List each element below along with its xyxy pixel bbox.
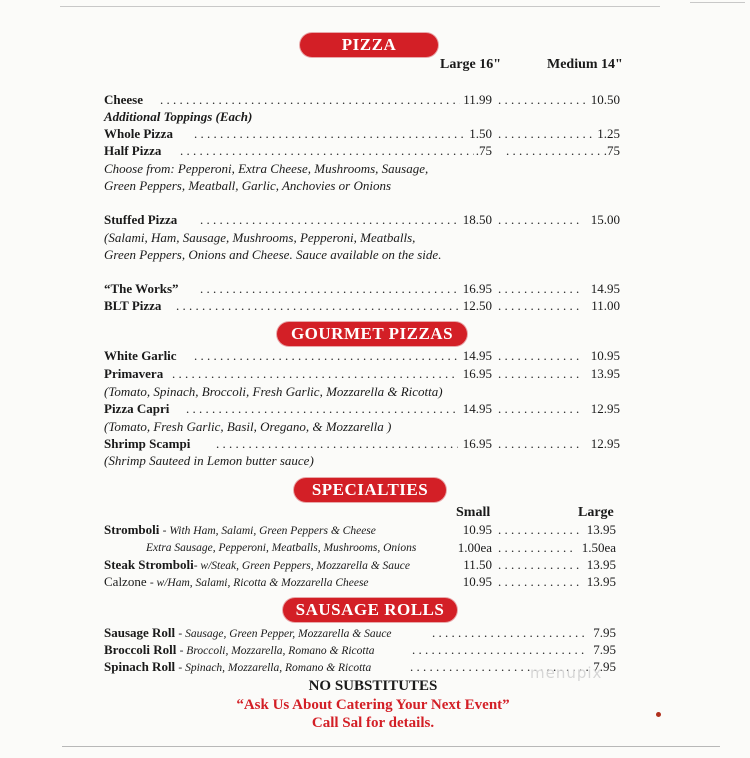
item-cheese: Cheese xyxy=(104,92,143,107)
price-large: 14.95 xyxy=(462,348,492,363)
top-rule-right xyxy=(690,2,745,3)
item-sausage-roll xyxy=(104,625,392,642)
leader xyxy=(498,366,580,382)
leader xyxy=(498,212,580,228)
bottom-rule xyxy=(62,746,720,747)
price-medium: 10.95 xyxy=(590,348,620,363)
extra-toppings-desc: Extra Sausage, Pepperoni, Meatballs, Mushrooms, Onions xyxy=(146,542,417,554)
leader xyxy=(498,298,580,314)
leader xyxy=(432,625,588,641)
item-primavera: Primavera xyxy=(104,366,164,381)
item-name: Stromboli xyxy=(104,522,160,537)
leader xyxy=(498,348,580,364)
item-desc: - Broccoli, Mozzarella, Romano & Ricotta xyxy=(179,645,375,657)
item-name: Steak Stromboli xyxy=(104,557,194,572)
price-large: 1.50ea xyxy=(581,540,616,555)
price-small: 11.50 xyxy=(463,557,492,572)
price: 7.95 xyxy=(593,642,616,657)
item-desc: - w/Steak, Green Peppers, Mozzarella & Sauce xyxy=(193,560,411,572)
price-large: 16.95 xyxy=(462,281,492,296)
price-large: 16.95 xyxy=(462,436,492,451)
leader xyxy=(412,642,588,658)
sausage-rolls-banner: SAUSAGE ROLLS xyxy=(283,598,457,622)
item-whole-pizza: Whole Pizza xyxy=(104,126,173,141)
toppings-desc-2: Green Peppers, Meatball, Garlic, Anchovies or Onions xyxy=(104,178,392,193)
price: 7.95 xyxy=(593,659,616,674)
stuffed-desc-1: (Salami, Ham, Sausage, Mushrooms, Pepperoni, Meatballs, xyxy=(104,230,416,245)
gourmet-banner: GOURMET PIZZAS xyxy=(277,322,467,346)
item-spinach-roll xyxy=(104,659,371,676)
leader xyxy=(194,348,458,364)
leader xyxy=(498,281,580,297)
primavera-desc: (Tomato, Spinach, Broccoli, Fresh Garlic, Mozzarella & Ricotta) xyxy=(104,384,443,399)
price-medium: 11.00 xyxy=(591,298,620,313)
price-small: 10.95 xyxy=(462,574,492,589)
col-small-header: Small xyxy=(456,505,491,520)
price-medium: 10.50 xyxy=(590,92,620,107)
leader xyxy=(498,401,580,417)
price-large: 16.95 xyxy=(462,366,492,381)
price-large: 1.50 xyxy=(469,126,492,141)
price-medium: .75 xyxy=(603,143,620,158)
item-shrimp-scampi: Shrimp Scampi xyxy=(104,436,191,451)
leader xyxy=(176,298,458,314)
price-medium: 14.95 xyxy=(590,281,620,296)
leader xyxy=(180,143,474,159)
price: 7.95 xyxy=(593,625,616,640)
leader xyxy=(194,126,466,142)
leader xyxy=(186,401,458,417)
item-the-works: “The Works” xyxy=(104,281,179,296)
col-large-header: Large xyxy=(578,505,614,520)
leader xyxy=(498,436,580,452)
item-name: Broccoli Roll xyxy=(104,642,177,657)
price-medium: 1.25 xyxy=(597,126,620,141)
stuffed-desc-2: Green Peppers, Onions and Cheese. Sauce available on the side. xyxy=(104,247,442,262)
no-substitutes: NO SUBSTITUTES xyxy=(308,678,438,694)
item-stromboli xyxy=(104,522,376,539)
item-name: Sausage Roll xyxy=(104,625,176,640)
price-medium: 15.00 xyxy=(590,212,620,227)
price-large: 13.95 xyxy=(586,522,616,537)
toppings-desc-1: Choose from: Pepperoni, Extra Cheese, Mushrooms, Sausage, xyxy=(104,161,429,176)
leader xyxy=(200,281,458,297)
item-desc: - w/Ham, Salami, Ricotta & Mozzarella Cheese xyxy=(149,577,369,589)
top-rule xyxy=(60,6,660,7)
item-desc: - With Ham, Salami, Green Peppers & Cheese xyxy=(162,525,376,537)
price-large: 13.95 xyxy=(586,574,616,589)
price-small: 1.00ea xyxy=(457,540,492,555)
item-calzone xyxy=(104,574,369,591)
stray-mark xyxy=(656,712,661,717)
item-steak-stromboli xyxy=(104,557,410,574)
watermark: menupix xyxy=(530,664,603,682)
price-medium: 13.95 xyxy=(590,366,620,381)
item-pizza-capri: Pizza Capri xyxy=(104,401,170,416)
additional-toppings-label: Additional Toppings (Each) xyxy=(104,109,253,124)
leader xyxy=(200,212,458,228)
item-name: Calzone xyxy=(104,574,147,589)
col-large-header: Large 16" xyxy=(440,57,502,72)
price-medium: 12.95 xyxy=(590,436,620,451)
item-stuffed-pizza: Stuffed Pizza xyxy=(104,212,178,227)
item-desc: - Spinach, Mozzarella, Romano & Ricotta xyxy=(178,662,372,674)
item-blt-pizza: BLT Pizza xyxy=(104,298,162,313)
capri-desc: (Tomato, Fresh Garlic, Basil, Oregano, & Mozzarella ) xyxy=(104,419,392,434)
item-broccoli-roll xyxy=(104,642,375,659)
leader xyxy=(216,436,458,452)
catering-note: “Ask Us About Catering Your Next Event” xyxy=(236,697,510,713)
call-sal: Call Sal for details. xyxy=(311,715,435,731)
shrimp-desc: (Shrimp Sauteed in Lemon butter sauce) xyxy=(104,453,314,468)
specialties-banner: SPECIALTIES xyxy=(294,478,446,502)
item-white-garlic: White Garlic xyxy=(104,348,177,363)
price-large: 13.95 xyxy=(586,557,616,572)
leader xyxy=(160,92,460,108)
price-large: 12.50 xyxy=(462,298,492,313)
item-name: Spinach Roll xyxy=(104,659,176,674)
price-large: .75 xyxy=(475,143,492,158)
col-medium-header: Medium 14" xyxy=(547,57,623,72)
price-small: 10.95 xyxy=(462,522,492,537)
item-desc: - Sausage, Green Pepper, Mozzarella & Sauce xyxy=(178,628,392,640)
item-half-pizza: Half Pizza xyxy=(104,143,162,158)
price-large: 18.50 xyxy=(462,212,492,227)
price-large: 14.95 xyxy=(462,401,492,416)
leader xyxy=(172,366,458,382)
price-medium: 12.95 xyxy=(590,401,620,416)
price-large: 11.99 xyxy=(463,92,492,107)
pizza-banner: PIZZA xyxy=(300,33,438,57)
leader xyxy=(498,540,574,556)
